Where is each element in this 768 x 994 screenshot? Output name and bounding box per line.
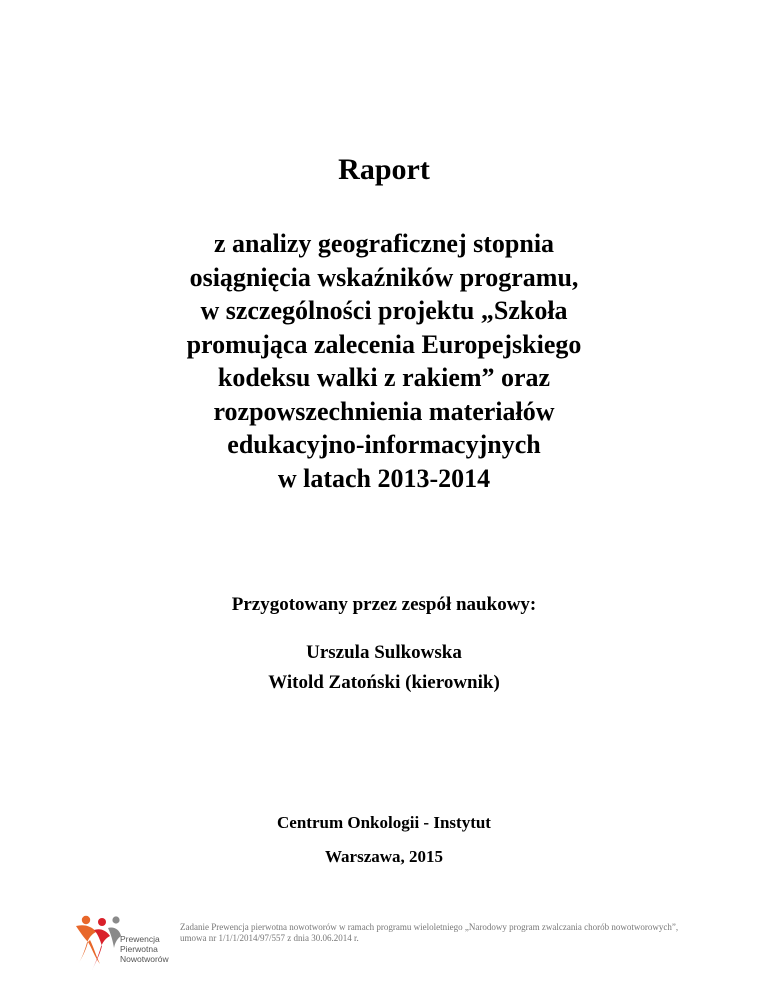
runner-figures-icon: [74, 912, 122, 974]
page-footer: [0, 908, 768, 978]
subtitle-line: rozpowszechnienia materiałów: [213, 396, 555, 426]
subtitle-line: z analizy geograficznej stopnia: [213, 229, 555, 258]
prepared-by-label: Przygotowany przez zespół naukowy:: [231, 594, 537, 615]
author-name: Witold Zatoński (kierownik): [268, 672, 500, 693]
page-title: Raport: [338, 153, 430, 186]
footer-note: Zadanie Prewencja pierwotna nowotworów w ramach programu wieloletniego „Narodowy program zwalczania chorób nowotworowych”, umowa nr 1/1/1/2014/97/557 z dnia 30.06.2014 r.: [180, 922, 679, 943]
report-subtitle: [0, 227, 768, 495]
logo-text-line: Prewencja: [120, 934, 160, 944]
logo-text-line: Nowotworów: [120, 954, 169, 964]
logo-text-line: Pierwotna: [120, 944, 158, 954]
subtitle-line: edukacyjno-informacyjnych: [227, 430, 541, 459]
subtitle-line: w latach 2013-2014: [277, 463, 491, 493]
institution-name: Centrum Onkologii - Instytut: [277, 813, 491, 832]
city-year: Warszawa, 2015: [324, 847, 444, 866]
subtitle-line: w szczególności projektu „Szkoła: [200, 296, 568, 325]
program-logo: [74, 912, 174, 974]
subtitle-line: promująca zalecenia Europejskiego: [186, 329, 582, 359]
author-name: Urszula Sulkowska: [306, 642, 462, 663]
subtitle-line: osiągnięcia wskaźników programu,: [189, 262, 579, 292]
subtitle-line: kodeksu walki z rakiem” oraz: [217, 363, 551, 392]
